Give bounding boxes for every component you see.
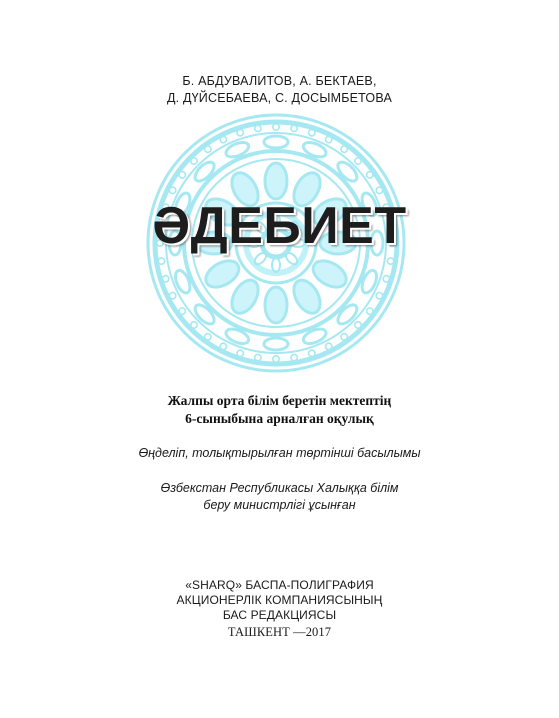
subtitle-line-2: 6-сыныбына арналған оқулық [185, 411, 374, 426]
edition-note: Өңделіп, толықтырылған төртінші басылымы [138, 446, 421, 460]
publisher-line-3: БАС РЕДАКЦИЯСЫ [222, 608, 337, 622]
authors-line-2: Д. ДҮЙСЕБАЕВА, С. ДОСЫМБЕТОВА [166, 91, 393, 105]
publisher-line-4: ТАШКЕНТ —2017 [227, 625, 332, 639]
publisher-line-1: «SHARQ» БАСПА-ПОЛИГРАФИЯ [185, 578, 374, 592]
subtitle-line-1: Жалпы орта білім беретін мектептің [167, 393, 392, 408]
book-title: ӘДЕБИЕТ [152, 197, 407, 255]
publisher-line-2: АКЦИОНЕРЛІК КОМПАНИЯСЫНЫҢ [176, 593, 383, 607]
approval-line-1: Өзбекстан Республикасы Халыққа білім [160, 481, 399, 495]
approval-line-2: беру министрлігі ұсынған [203, 498, 356, 512]
authors-line-1: Б. АБДУВАЛИТОВ, А. БЕКТАЕВ, [182, 74, 377, 88]
